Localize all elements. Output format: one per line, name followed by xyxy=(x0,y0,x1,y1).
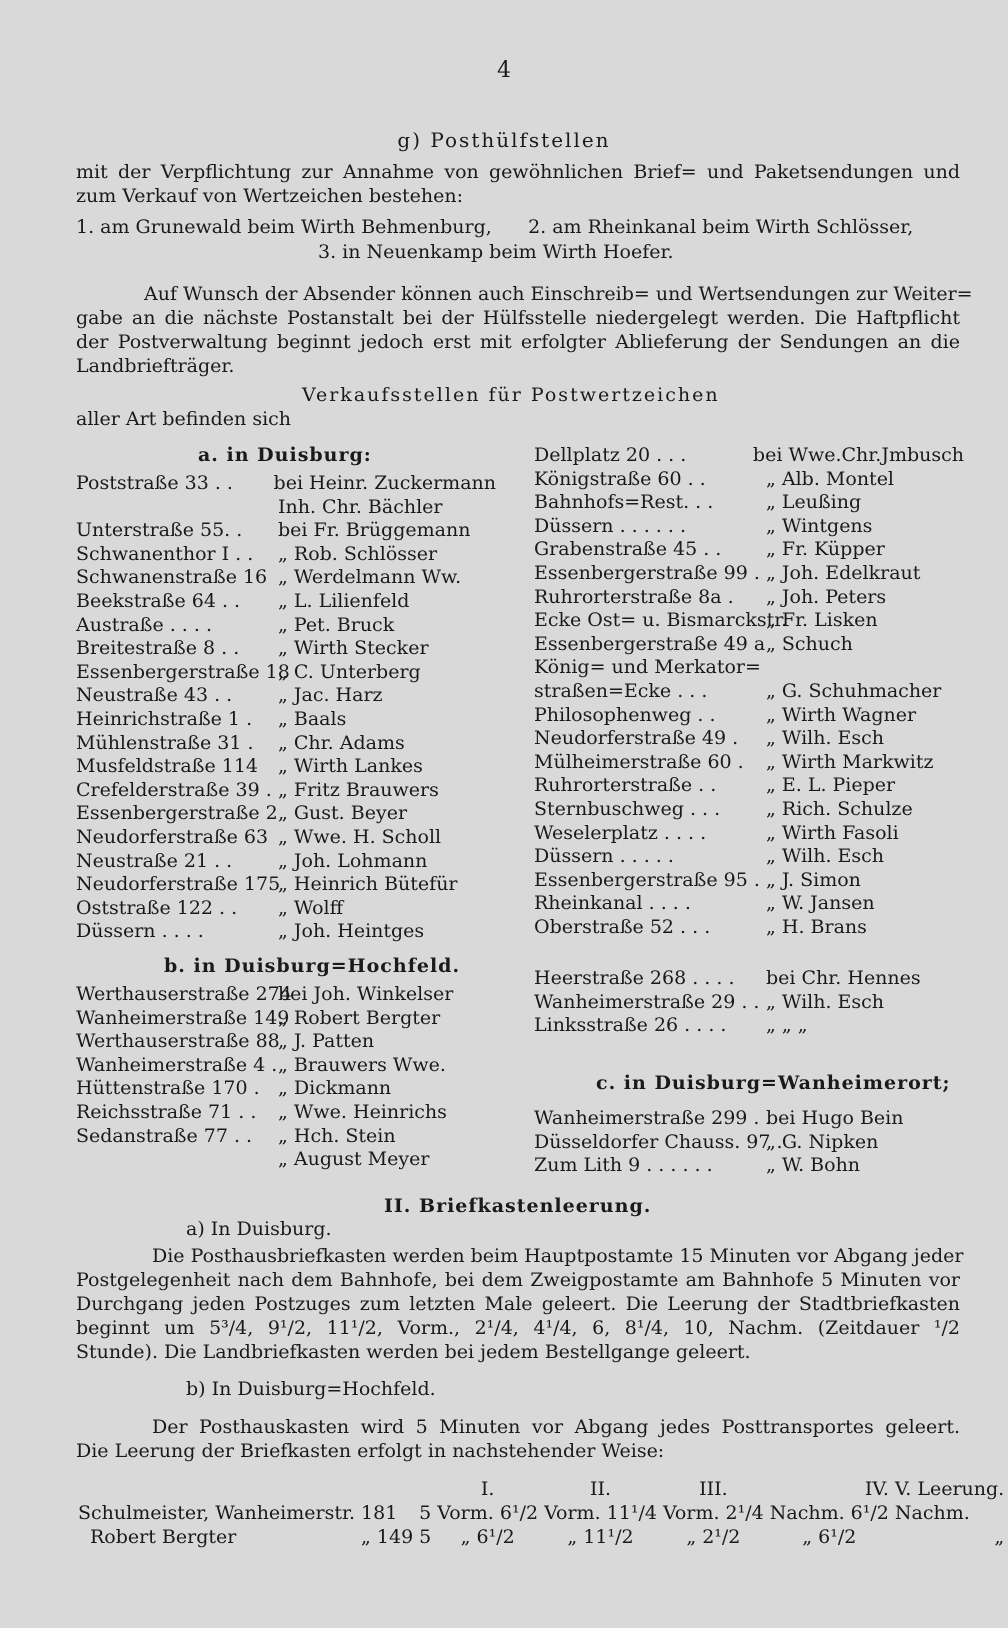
listing-row xyxy=(76,873,496,897)
listing-row xyxy=(534,515,964,539)
posthuelf-places-2: 3. in Neuenkamp beim Wirth Hoefer. xyxy=(318,241,674,263)
header-cell: V. Leerung. xyxy=(894,1478,1005,1500)
listing-street: Reichsstraße 71 . . xyxy=(76,1100,257,1123)
leerung-cell: „ 11¹/2 xyxy=(567,1526,634,1548)
a-line: Stunde). Die Landbriefkasten werden bei jedem Bestellgange geleert. xyxy=(76,1341,751,1363)
listing-vendor: „ Wintgens xyxy=(766,514,873,537)
listing-vendor: „ Wirth Markwitz xyxy=(766,750,934,773)
listing-vendor: „ L. Lilienfeld xyxy=(278,589,410,612)
leerung-cell: Schulmeister, Wanheimerstr. xyxy=(78,1502,356,1524)
listing-street: Essenbergerstraße 49 a xyxy=(534,632,766,655)
listing-vendor: „ Fr. Lisken xyxy=(766,609,878,632)
listing-vendor: „ Heinrich Bütefür xyxy=(278,873,458,896)
listing-row xyxy=(76,826,496,850)
listing-vendor: „ G. Schuhmacher xyxy=(766,679,942,702)
listing-row xyxy=(534,656,964,680)
posthuelf-places-1: 1. am Grunewald beim Wirth Behmenburg, 2. am Rheinkanal beim Wirth Schlösser, xyxy=(76,216,914,238)
listing-street: Austraße . . . . xyxy=(76,613,213,636)
listing-street: Ecke Ost= u. Bismarckstr. xyxy=(534,609,788,632)
listing-street: Zum Lith 9 . . . . . . xyxy=(534,1154,713,1177)
listing-row xyxy=(76,850,496,874)
listing-vendor: „ Schuch xyxy=(766,632,853,655)
listing-street: Linksstraße 26 . . . . xyxy=(534,1014,727,1037)
intro-line: mit der Verpflichtung zur Annahme von gewöhnlichen Brief= und Paketsendungen und xyxy=(76,161,960,183)
leerung-table xyxy=(78,1477,1008,1549)
listing-street: Neudorferstraße 49 . xyxy=(534,727,739,750)
section-g-intro xyxy=(76,160,960,208)
listing-row xyxy=(534,798,964,822)
listing-vendor: „ Rob. Schlösser xyxy=(278,542,438,565)
note-line: Landbriefträger. xyxy=(76,355,235,377)
listing-vendor: „ W. Jansen xyxy=(766,892,875,915)
listing-street: Unterstraße 55. . xyxy=(76,519,243,542)
listing-row xyxy=(76,802,496,826)
listing-vendor: bei Heinr. Zuckermann xyxy=(273,472,496,494)
listing-street: Neudorferstraße 175 xyxy=(76,873,281,896)
listing-row xyxy=(76,566,496,590)
listing-street: Beekstraße 64 . . xyxy=(76,589,241,612)
listing-vendor: bei Hugo Bein xyxy=(766,1107,904,1129)
listing-row xyxy=(534,1107,964,1131)
listing-row xyxy=(534,468,964,492)
duisburg-heading: a. in Duisburg: xyxy=(198,444,372,466)
listing-street: Schwanenstraße 16 xyxy=(76,566,268,589)
listing-row xyxy=(534,967,964,991)
a-line: Durchgang jeden Postzuges zum letzten Male geleert. Die Leerung der Stadtbriefkasten xyxy=(76,1293,960,1315)
listing-row xyxy=(76,732,496,756)
listing-row xyxy=(534,704,964,728)
listing-street: Heerstraße 268 . . . . xyxy=(534,967,735,989)
duisburg-right-list xyxy=(534,444,964,939)
listing-vendor: „ J. Simon xyxy=(766,868,861,891)
listing-street: Wanheimerstraße 29 . . xyxy=(534,990,760,1013)
listing-vendor: „ G. Nipken xyxy=(766,1130,879,1153)
listing-street: Oststraße 122 . . xyxy=(76,896,238,919)
header-cell xyxy=(78,1477,361,1501)
listing-row xyxy=(534,991,964,1015)
listing-vendor: „ Robert Bergter xyxy=(278,1006,441,1029)
listing-street: Philosophenweg . . xyxy=(534,703,716,726)
listing-row xyxy=(534,491,964,515)
listing-row xyxy=(76,755,496,779)
listing-street: Essenbergerstraße 18 xyxy=(76,660,290,683)
hochfeld-heading: b. in Duisburg=Hochfeld. xyxy=(164,955,461,977)
listing-vendor: bei Joh. Winkelser xyxy=(278,983,454,1005)
header-cell: IV. xyxy=(864,1478,889,1500)
leerung-cell: Robert Bergter xyxy=(90,1526,237,1548)
listing-row xyxy=(534,680,964,704)
listing-vendor: bei Fr. Brüggemann xyxy=(278,519,471,542)
listing-street: Mühlenstraße 31 . xyxy=(76,731,254,754)
listing-street: Essenbergerstraße 99 . xyxy=(534,561,760,584)
listing-vendor: „ Joh. Lohmann xyxy=(278,849,428,872)
listing-row xyxy=(76,1125,506,1149)
hochfeld-left-list xyxy=(76,983,506,1172)
listing-street: Wanheimerstraße 4 . xyxy=(76,1053,278,1076)
listing-street: Ruhrorterstraße . . xyxy=(534,774,717,797)
listing-vendor: „ Rich. Schulze xyxy=(766,797,913,820)
listing-vendor: „ Wilh. Esch xyxy=(766,990,885,1013)
listing-row xyxy=(534,751,964,775)
listing-street: Wanheimerstraße 299 . . xyxy=(534,1107,772,1129)
verkauf-heading: Verkaufsstellen für Postwertzeichen xyxy=(302,384,720,406)
listing-row xyxy=(76,708,496,732)
section-ii-title: II. Briefkastenleerung. xyxy=(384,1195,652,1217)
listing-street: Breitestraße 8 . . xyxy=(76,637,240,660)
listing-vendor: „ Wolff xyxy=(278,896,344,919)
listing-vendor: Inh. Chr. Bächler xyxy=(278,495,443,518)
listing-street: Heinrichstraße 1 . xyxy=(76,707,253,730)
note-line: gabe an die nächste Postanstalt bei der Hülfsstelle niedergelegt werden. Die Haftpflicht xyxy=(76,307,960,329)
listing-vendor: „ E. L. Pieper xyxy=(766,774,896,797)
header-cell xyxy=(361,1477,419,1501)
listing-street: Werthauserstraße 88 xyxy=(76,1030,280,1053)
intro-line: zum Verkauf von Wertzeichen bestehen: xyxy=(76,185,464,207)
listing-vendor: „ Fr. Küpper xyxy=(766,538,885,561)
listing-row xyxy=(76,684,496,708)
leerung-cell: Nachm. 6¹/2 xyxy=(769,1502,889,1524)
listing-row xyxy=(534,586,964,610)
listing-row xyxy=(76,590,496,614)
listing-street: Weselerplatz . . . . xyxy=(534,821,707,844)
listing-street: Düssern . . . . . . xyxy=(534,514,687,537)
listing-vendor: „ Wirth Fasoli xyxy=(766,821,899,844)
listing-row xyxy=(76,1101,506,1125)
listing-row xyxy=(76,519,496,543)
listing-street: Oberstraße 52 . . . xyxy=(534,915,711,938)
listing-street: Neudorferstraße 63 xyxy=(76,825,269,848)
section-ii-b-heading: b) In Duisburg=Hochfeld. xyxy=(186,1378,436,1400)
listing-vendor: „ Gust. Beyer xyxy=(278,802,408,825)
listing-vendor: „ Joh. Peters xyxy=(766,585,887,608)
listing-vendor: „ Pet. Bruck xyxy=(278,613,395,636)
listing-vendor: bei Wwe.Chr.Jmbusch xyxy=(752,444,964,466)
listing-row xyxy=(76,897,496,921)
listing-vendor: „ Leußing xyxy=(766,491,862,514)
listing-row xyxy=(76,1030,506,1054)
listing-row xyxy=(76,1148,506,1172)
note-line: Auf Wunsch der Absender können auch Einschreib= und Wertsendungen zur Weiter= xyxy=(144,283,973,305)
listing-row xyxy=(76,779,496,803)
listing-street: Neustraße 21 . . xyxy=(76,849,233,872)
listing-street: Wanheimerstraße 149 xyxy=(76,1006,290,1029)
listing-street: Mülheimerstraße 60 . xyxy=(534,750,744,773)
listing-vendor: „ H. Brans xyxy=(766,915,867,938)
listing-row xyxy=(76,1054,506,1078)
leerung-cell: „ 6¹/2 xyxy=(802,1526,857,1548)
listing-row xyxy=(534,562,964,586)
listing-row xyxy=(534,916,964,940)
listing-row xyxy=(534,444,964,468)
listing-vendor: „ Brauwers Wwe. xyxy=(278,1053,446,1076)
listing-row xyxy=(534,1014,964,1038)
listing-vendor: „ Wirth Wagner xyxy=(766,703,917,726)
listing-street: Ruhrorterstraße 8a . xyxy=(534,585,734,608)
leerung-cell: Vorm. 6¹/2 xyxy=(437,1502,539,1524)
listing-street xyxy=(76,1148,278,1172)
listing-street xyxy=(76,496,278,520)
leerung-cell: Nachm. xyxy=(894,1502,970,1524)
listing-street: Düssern . . . . xyxy=(76,920,204,943)
hochfeld-right-list xyxy=(534,967,964,1038)
section-g-title: g) Posthülfstellen xyxy=(397,128,611,152)
wanheimerort-list xyxy=(534,1107,964,1178)
listing-row xyxy=(534,727,964,751)
listing-row xyxy=(534,633,964,657)
listing-street: Musfeldstraße 114 xyxy=(76,755,258,778)
duisburg-left-list xyxy=(76,472,496,944)
leerung-cell: „ 6¹/2 xyxy=(460,1526,515,1548)
listing-row xyxy=(76,1007,506,1031)
listing-row xyxy=(76,496,496,520)
listing-row xyxy=(534,822,964,846)
header-cell: I. xyxy=(480,1478,495,1500)
listing-row xyxy=(534,774,964,798)
leerung-cell: „ xyxy=(994,1526,1005,1548)
header-cell xyxy=(419,1477,437,1501)
listing-row xyxy=(76,543,496,567)
section-g-note xyxy=(76,282,973,378)
listing-vendor: „ Wirth Lankes xyxy=(278,755,423,778)
listing-street: Poststraße 33 . . xyxy=(76,472,233,494)
listing-street: Düsseldorfer Chauss. 97 . xyxy=(534,1130,783,1153)
listing-row xyxy=(534,845,964,869)
listing-vendor: „ August Meyer xyxy=(278,1148,430,1171)
listing-street: Bahnhofs=Rest. . . xyxy=(534,491,714,514)
leerung-cell: „ 149 xyxy=(361,1526,414,1548)
leerung-cell: 5 xyxy=(419,1502,432,1524)
listing-vendor: „ Hch. Stein xyxy=(278,1124,396,1147)
listing-street: Werthauserstraße 274 xyxy=(76,983,292,1005)
section-ii-a-text xyxy=(76,1244,964,1364)
listing-row xyxy=(76,637,496,661)
listing-vendor: „ Chr. Adams xyxy=(278,731,405,754)
listing-street: Königstraße 60 . . xyxy=(534,467,706,490)
listing-street: Sedanstraße 77 . . xyxy=(76,1124,253,1147)
listing-row xyxy=(76,1077,506,1101)
listing-street: Neustraße 43 . . xyxy=(76,684,233,707)
b-line: Der Posthauskasten wird 5 Minuten vor Abgang jedes Posttransportes geleert. xyxy=(152,1416,960,1438)
listing-vendor: „ Wwe. H. Scholl xyxy=(278,825,442,848)
listing-vendor: „ Fritz Brauwers xyxy=(278,778,439,801)
a-line: Postgelegenheit nach dem Bahnhofe, bei dem Zweigpostamte am Bahnhofe 5 Minuten vor xyxy=(76,1269,960,1291)
page-number: 4 xyxy=(497,58,511,83)
listing-street: Essenbergerstraße 2 xyxy=(76,802,278,825)
listing-vendor: „ C. Unterberg xyxy=(278,660,421,683)
listing-vendor: „ Wilh. Esch xyxy=(766,727,885,750)
leerung-cell: „ 2¹/2 xyxy=(686,1526,741,1548)
section-ii-b-text xyxy=(76,1415,960,1463)
listing-vendor: „ Baals xyxy=(278,707,347,730)
header-cell: III. xyxy=(699,1478,728,1500)
verkauf-sub: aller Art befinden sich xyxy=(76,408,292,430)
listing-vendor: „ Jac. Harz xyxy=(278,684,383,707)
section-ii-a-heading: a) In Duisburg. xyxy=(186,1218,332,1240)
header-cell: II. xyxy=(589,1478,612,1500)
listing-vendor: „ Wilh. Esch xyxy=(766,845,885,868)
listing-row xyxy=(534,1131,964,1155)
listing-street: Rheinkanal . . . . xyxy=(534,892,691,915)
listing-street: Dellplatz 20 . . . xyxy=(534,444,687,466)
listing-street: Hüttenstraße 170 . xyxy=(76,1077,260,1100)
listing-vendor: „ Dickmann xyxy=(278,1077,392,1100)
listing-row xyxy=(534,869,964,893)
listing-row xyxy=(534,609,964,633)
listing-row xyxy=(76,472,496,496)
listing-vendor: „ Joh. Heintges xyxy=(278,920,425,943)
listing-vendor: „ Wirth Stecker xyxy=(278,637,429,660)
leerung-cell: Vorm. 2¹/4 xyxy=(662,1502,764,1524)
listing-vendor: „ W. Bohn xyxy=(766,1154,861,1177)
listing-vendor: „ Joh. Edelkraut xyxy=(766,561,921,584)
listing-street: Essenbergerstraße 95 . xyxy=(534,868,760,891)
listing-row xyxy=(76,983,506,1007)
listing-row xyxy=(76,614,496,638)
a-line: Die Posthausbriefkasten werden beim Hauptpostamte 15 Minuten vor Abgang jeder xyxy=(152,1245,964,1267)
listing-street: König= und Merkator= xyxy=(534,656,761,679)
listing-row xyxy=(76,920,496,944)
listing-street: Sternbuschweg . . . xyxy=(534,797,721,820)
listing-vendor: „ Wwe. Heinrichs xyxy=(278,1100,447,1123)
listing-street: Crefelderstraße 39 . xyxy=(76,778,272,801)
note-line: der Postverwaltung beginnt jedoch erst mit erfolgter Ablieferung der Sendungen an die xyxy=(76,331,960,353)
listing-vendor: „ J. Patten xyxy=(278,1030,375,1053)
listing-street: Düssern . . . . . xyxy=(534,845,674,868)
listing-row xyxy=(534,1154,964,1178)
b-line: Die Leerung der Briefkasten erfolgt in nachstehender Weise: xyxy=(76,1440,665,1462)
listing-vendor: bei Chr. Hennes xyxy=(766,967,921,989)
listing-street: straßen=Ecke . . . xyxy=(534,679,708,702)
listing-vendor: „ „ „ xyxy=(766,1014,808,1037)
leerung-row xyxy=(78,1525,1008,1549)
listing-vendor xyxy=(766,656,964,680)
listing-row xyxy=(534,892,964,916)
listing-row xyxy=(76,661,496,685)
listing-vendor: „ Alb. Montel xyxy=(766,467,895,490)
leerung-cell: 5 xyxy=(419,1526,432,1548)
a-line: beginnt um 5³/4, 9¹/2, 11¹/2, Vorm., 2¹/4, 4¹/4, 6, 8¹/4, 10, Nachm. (Zeitdauer ¹/2 xyxy=(76,1317,960,1339)
wanheimerort-heading: c. in Duisburg=Wanheimerort; xyxy=(596,1072,951,1094)
listing-row xyxy=(534,538,964,562)
leerung-row xyxy=(78,1501,1008,1525)
leerung-header xyxy=(78,1477,1008,1501)
listing-street: Grabenstraße 45 . . xyxy=(534,538,722,561)
listing-street: Schwanenthor I . . xyxy=(76,542,254,565)
listing-vendor: „ Werdelmann Ww. xyxy=(278,566,462,589)
leerung-cell: Vorm. 11¹/4 xyxy=(544,1502,657,1524)
leerung-cell: 181 xyxy=(361,1502,398,1524)
